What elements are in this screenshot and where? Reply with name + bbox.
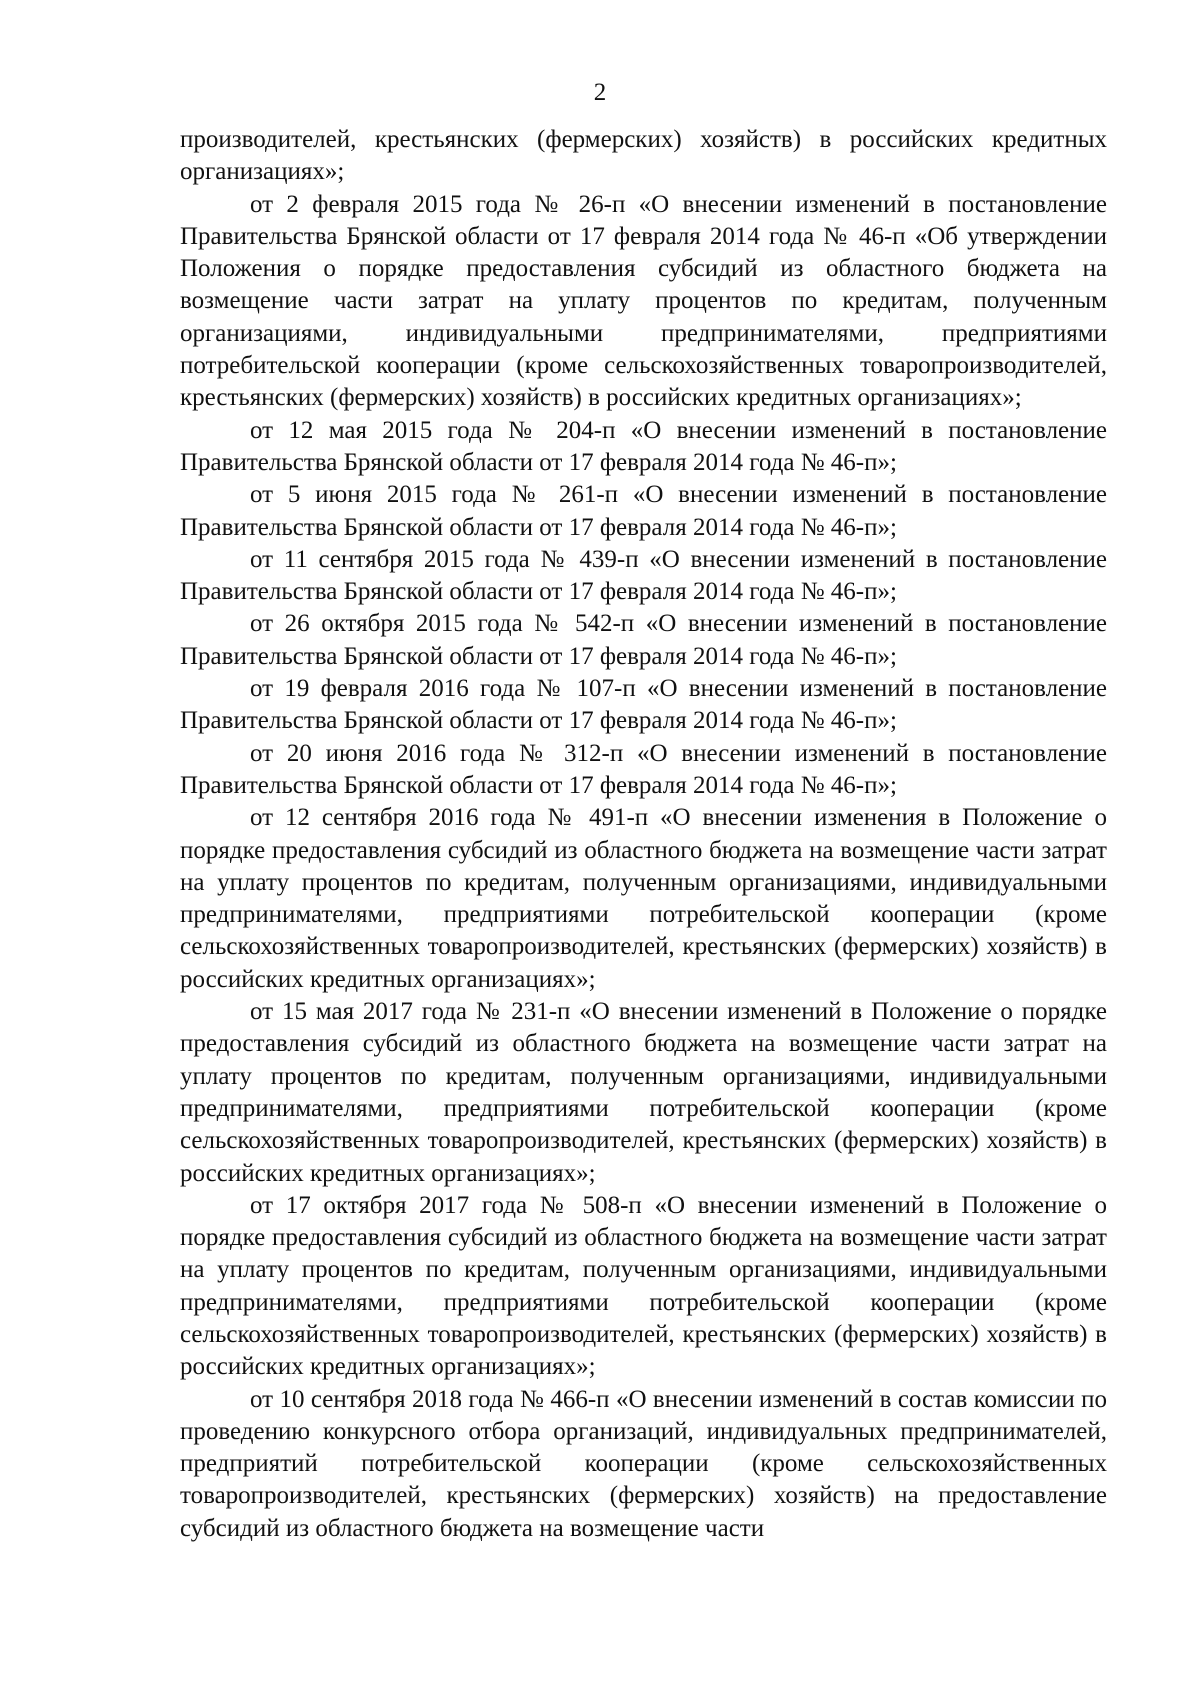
paragraph: от 26 октября 2015 года № 542-п «О внесении изменений в постановление Правительства Брянской области от 17 февраля 2014 года № 46-п»; (180, 610, 1107, 670)
paragraph: от 19 февраля 2016 года № 107-п «О внесении изменений в постановление Правительства Брянской области от 17 февраля 2014 года № 46-п»; (180, 675, 1107, 735)
paragraph: от 12 сентября 2016 года № 491-п «О внесении изменения в Положение о порядке предоставления субсидий из областного бюджета на возмещение части затрат на уплату процентов по кредитам, полученным организациями, индивидуальными предпринимателями, предприятиями потребительской кооперации (кроме сельскохозяйственных товаропроизводителей, крестьянских (фермерских) хозяйств) в российских кредитных организациях»; (180, 804, 1107, 993)
paragraph: от 5 июня 2015 года № 261-п «О внесении изменений в постановление Правительства Брянской области от 17 февраля 2014 года № 46-п»; (180, 481, 1107, 541)
paragraph: от 15 мая 2017 года № 231-п «О внесении изменений в Положение о порядке предоставления субсидий из областного бюджета на возмещение части затрат на уплату процентов по кредитам, полученным организациями, индивидуальными предпринимателями, предприятиями потребительской кооперации (кроме сельскохозяйственных товаропроизводителей, крестьянских (фермерских) хозяйств) в российских кредитных организациях»; (180, 998, 1107, 1187)
page-number: 2 (593, 79, 607, 106)
paragraph: от 11 сентября 2015 года № 439-п «О внесении изменений в постановление Правительства Брянской области от 17 февраля 2014 года № 46-п»; (180, 545, 1107, 606)
paragraph: от 10 сентября 2018 года № 466-п «О внесении изменений в состав комиссии по проведению конкурсного отбора организаций, индивидуальных предпринимателей, предприятий потребительской кооперации (кроме сельскохозяйственных товаропроизводителей, крестьянских (фермерских) хозяйств) на предоставление субсидий из областного бюджета на возмещение части (180, 1385, 1107, 1542)
paragraph: от 20 июня 2016 года № 312-п «О внесении изменений в постановление Правительства Брянской области от 17 февраля 2014 года № 46-п»; (180, 739, 1107, 799)
paragraph: от 17 октября 2017 года № 508-п «О внесении изменений в Положение о порядке предоставления субсидий из областного бюджета на возмещение части затрат на уплату процентов по кредитам, полученным организациями, индивидуальными предпринимателями, предприятиями потребительской кооперации (кроме сельскохозяйственных товаропроизводителей, крестьянских (фермерских) хозяйств) в российских кредитных организациях»; (180, 1191, 1107, 1381)
paragraph: от 12 мая 2015 года № 204-п «О внесении изменений в постановление Правительства Брянской области от 17 февраля 2014 года № 46-п»; (180, 416, 1107, 476)
paragraph: от 2 февраля 2015 года № 26-п «О внесении изменений в постановление Правительства Брянской области от 17 февраля 2014 года № 46-п «Об утверждении Положения о порядке предоставления субсидий из областного бюджета на возмещение части затрат на уплату процентов по кредитам, полученным организациями, индивидуальными предпринимателями, предприятиями потребительской кооперации (кроме сельскохозяйственных товаропроизводителей, крестьянских (фермерских) хозяйств) в российских кредитных организациях»; (180, 190, 1107, 412)
document-body (180, 124, 1107, 1545)
paragraph: производителей, крестьянских (фермерских) хозяйств) в российских кредитных организациях»; (180, 126, 1107, 186)
